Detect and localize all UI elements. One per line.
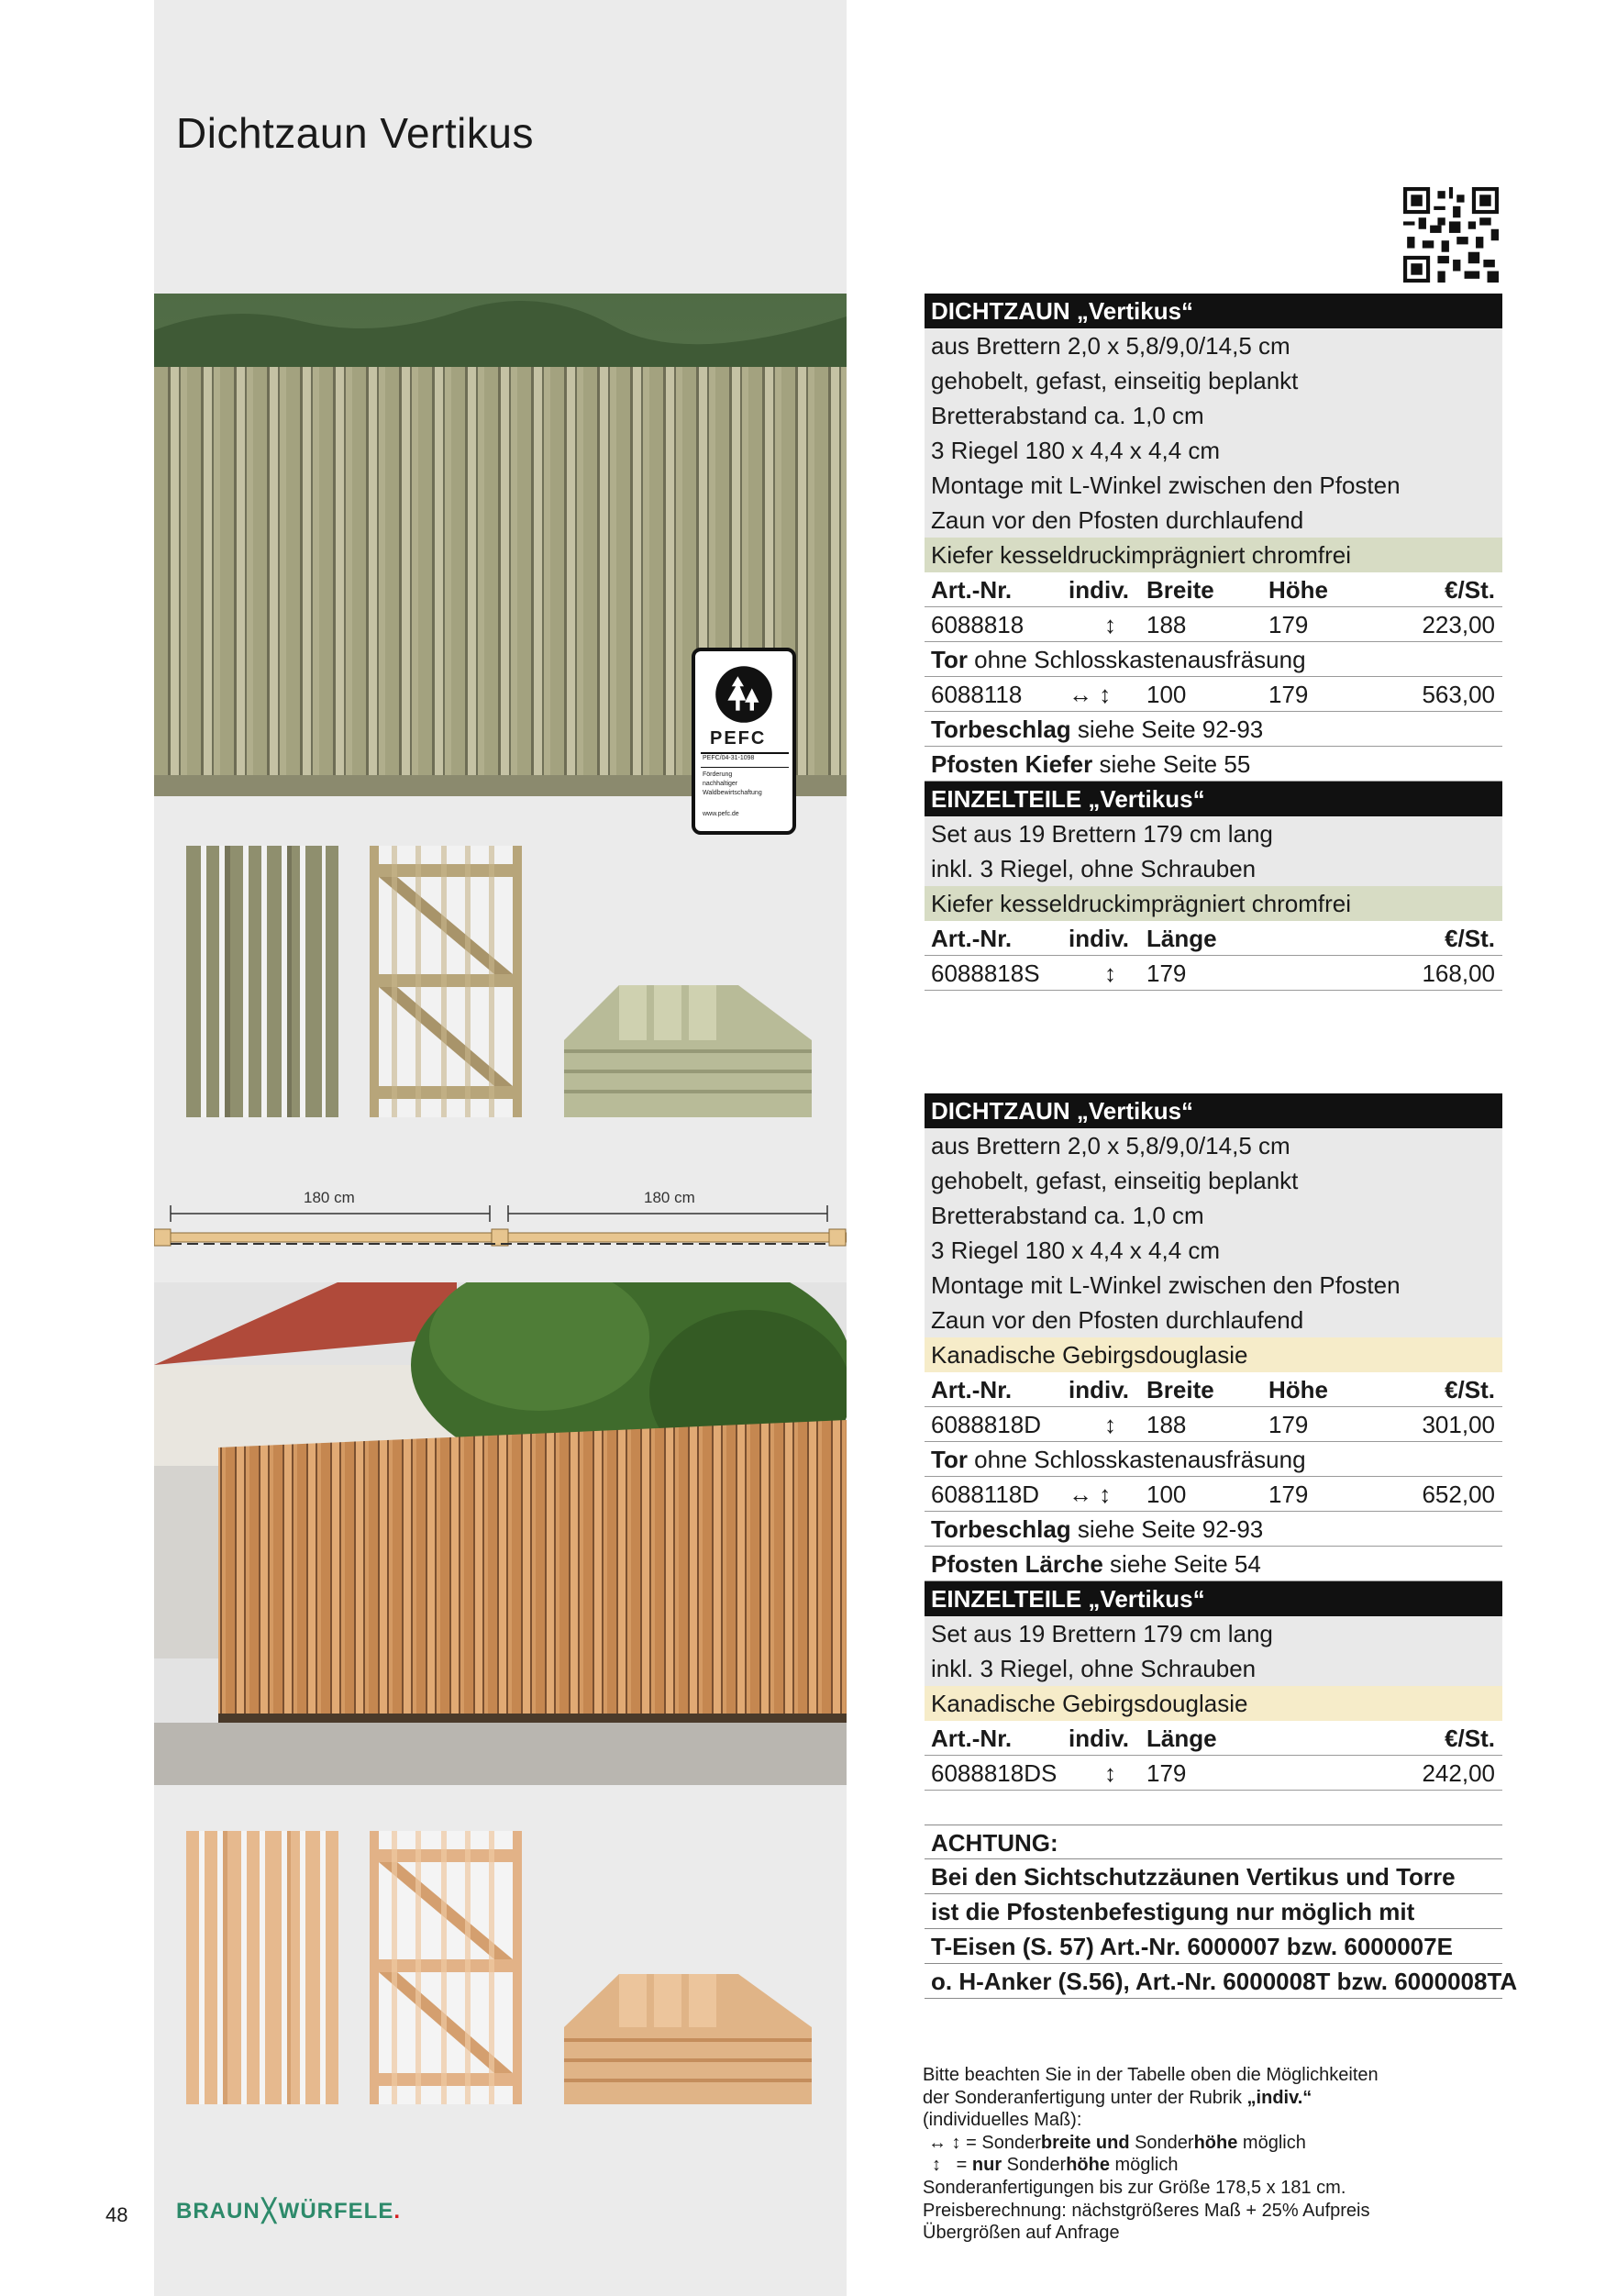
cell-indiv: ↕ xyxy=(1104,959,1116,987)
dim-left-label: 180 cm xyxy=(304,1189,355,1206)
table-row xyxy=(925,956,1502,991)
cell-breite: 188 xyxy=(1146,611,1187,638)
cell-hoehe: 179 xyxy=(1268,1411,1309,1438)
note-text: Sonder xyxy=(1129,2132,1194,2153)
page-number: 48 xyxy=(105,2203,128,2226)
douglas-fence-photo xyxy=(154,1282,847,1785)
cell-hoehe: 179 xyxy=(1268,611,1309,638)
brand-dot: . xyxy=(393,2199,401,2224)
post-label: Pfosten Kiefer xyxy=(931,750,1093,778)
cell-indiv: ↔ ↕ xyxy=(1069,1481,1112,1508)
douglas-boards-stack-photo xyxy=(555,1974,821,2104)
note-line: Übergrößen auf Anfrage xyxy=(923,2223,1120,2244)
col-price: €/St. xyxy=(1445,576,1495,604)
dimension-drawing xyxy=(154,1189,847,1253)
post-text: siehe Seite 55 xyxy=(1092,750,1251,778)
note-text: der Sonderanfertigung unter der Rubrik xyxy=(923,2087,1247,2108)
dim-right-label: 180 cm xyxy=(644,1189,695,1206)
column-headers xyxy=(925,1721,1502,1756)
col-breite: Breite xyxy=(1146,1376,1214,1403)
note-bold: höhe xyxy=(1193,2132,1238,2153)
pine-boards-stack-photo xyxy=(555,985,821,1117)
hardware-text: siehe Seite 92-93 xyxy=(1070,715,1264,743)
cell-indiv: ↕ xyxy=(1104,1759,1116,1787)
warning-line: ist die Pfostenbefestigung nur möglich mit xyxy=(925,1894,1502,1929)
hardware-line xyxy=(925,1512,1502,1547)
col-indiv: indiv. xyxy=(1069,925,1129,952)
note-text: = xyxy=(941,2155,972,2176)
note-line: Bitte beachten Sie in der Tabelle oben die Möglichkeiten xyxy=(923,2065,1379,2085)
material-band: Kanadische Gebirgsdouglasie xyxy=(925,1337,1502,1372)
table-row xyxy=(925,677,1502,712)
set-line: Set aus 19 Brettern 179 cm lang xyxy=(925,1616,1502,1651)
note-text: möglich xyxy=(1109,2155,1179,2176)
gate-line xyxy=(925,1442,1502,1477)
desc-line: gehobelt, gefast, einseitig beplankt xyxy=(925,1163,1502,1198)
cell-price: 563,00 xyxy=(1422,681,1495,708)
material-band: Kanadische Gebirgsdouglasie xyxy=(925,1686,1502,1721)
douglas-gate-front-photo xyxy=(186,1831,338,2104)
gate-text: ohne Schlosskastenausfräsung xyxy=(967,646,1306,673)
column-headers xyxy=(925,921,1502,956)
material-band: Kiefer kesseldruckimprägniert chromfrei xyxy=(925,538,1502,572)
warning-line: o. H-Anker (S.56), Art.-Nr. 6000008T bzw. 6000008TA xyxy=(925,1964,1502,1999)
desc-line: gehobelt, gefast, einseitig beplankt xyxy=(925,363,1502,398)
arrows-icon: ↔ ↕ xyxy=(928,2132,961,2153)
col-indiv: indiv. xyxy=(1069,1376,1129,1403)
note-bold: „indiv.“ xyxy=(1246,2087,1312,2108)
cell-art: 6088818D xyxy=(931,1411,1041,1438)
cell-indiv: ↔ ↕ xyxy=(1069,681,1112,708)
column-headers xyxy=(925,1372,1502,1407)
warning-line: T-Eisen (S. 57) Art.-Nr. 6000007 bzw. 6000007E xyxy=(925,1929,1502,1964)
col-indiv: indiv. xyxy=(1069,576,1129,604)
brand-part-b: WÜRFELE xyxy=(278,2199,394,2224)
desc-line: Bretterabstand ca. 1,0 cm xyxy=(925,398,1502,433)
qr-code-icon xyxy=(1403,187,1499,283)
table-row xyxy=(925,607,1502,642)
note-bold: breite und xyxy=(1040,2132,1130,2153)
warning-line: Bei den Sichtschutzzäunen Vertikus und Torre xyxy=(925,1859,1502,1894)
hardware-label: Torbeschlag xyxy=(931,1515,1071,1543)
note-text: möglich xyxy=(1237,2132,1306,2153)
set-line: Set aus 19 Brettern 179 cm lang xyxy=(925,816,1502,851)
note-line xyxy=(923,2087,1379,2110)
desc-line: Zaun vor den Pfosten durchlaufend xyxy=(925,503,1502,538)
pefc-tree-icon xyxy=(714,664,774,725)
note-line: Preisberechnung: nächstgrößeres Maß + 25% Aufpreis xyxy=(923,2200,1370,2221)
pine-gate-front-photo xyxy=(186,846,338,1117)
col-price: €/St. xyxy=(1445,1725,1495,1752)
col-breite: Breite xyxy=(1146,576,1214,604)
col-art: Art.-Nr. xyxy=(931,576,1013,604)
cell-breite: 100 xyxy=(1146,681,1187,708)
desc-line: aus Brettern 2,0 x 5,8/9,0/14,5 cm xyxy=(925,328,1502,363)
warning-box xyxy=(925,1825,1518,1999)
vertical-arrow-icon: ↕ xyxy=(932,2155,941,2176)
pefc-line2: nachhaltiger xyxy=(703,781,738,787)
page-title: Dichtzaun Vertikus xyxy=(176,109,534,157)
col-price: €/St. xyxy=(1445,925,1495,952)
pefc-url: www.pefc.de xyxy=(703,811,739,817)
desc-line: Bretterabstand ca. 1,0 cm xyxy=(925,1198,1502,1233)
col-art: Art.-Nr. xyxy=(931,1725,1013,1752)
col-price: €/St. xyxy=(1445,1376,1495,1403)
cell-hoehe: 179 xyxy=(1268,681,1309,708)
gate-text: ohne Schlosskastenausfräsung xyxy=(967,1446,1306,1473)
cell-price: 652,00 xyxy=(1422,1481,1495,1508)
pefc-badge xyxy=(692,648,796,835)
col-laenge: Länge xyxy=(1146,1725,1217,1752)
brand-x-icon: ╳ xyxy=(261,2199,277,2224)
cell-art: 6088118D xyxy=(931,1481,1040,1508)
material-band: Kiefer kesseldruckimprägniert chromfrei xyxy=(925,886,1502,921)
cell-breite: 100 xyxy=(1146,1481,1187,1508)
desc-line: 3 Riegel 180 x 4,4 x 4,4 cm xyxy=(925,433,1502,468)
parts-header: EINZELTEILE „Vertikus“ xyxy=(925,782,1502,816)
table-row xyxy=(925,1756,1502,1791)
table-row xyxy=(925,1477,1502,1512)
hardware-text: siehe Seite 92-93 xyxy=(1070,1515,1264,1543)
hardware-label: Torbeschlag xyxy=(931,715,1071,743)
note-line xyxy=(923,2154,1379,2177)
post-label: Pfosten Lärche xyxy=(931,1550,1103,1578)
note-line xyxy=(923,2132,1379,2155)
desc-line: 3 Riegel 180 x 4,4 x 4,4 cm xyxy=(925,1233,1502,1268)
product-table-pine xyxy=(925,294,1502,991)
note-bold: höhe xyxy=(1066,2155,1110,2176)
desc-line: Montage mit L-Winkel zwischen den Pfosten xyxy=(925,468,1502,503)
brand-part-a: BRAUN xyxy=(176,2199,260,2224)
set-line: inkl. 3 Riegel, ohne Schrauben xyxy=(925,851,1502,886)
pine-gate-back-photo xyxy=(370,846,522,1117)
cell-indiv: ↕ xyxy=(1104,1411,1116,1438)
pefc-name: PEFC xyxy=(710,728,767,749)
cell-indiv: ↕ xyxy=(1104,611,1116,638)
col-indiv: indiv. xyxy=(1069,1725,1129,1752)
brand-logo xyxy=(176,2198,401,2224)
post-text: siehe Seite 54 xyxy=(1102,1550,1261,1578)
section-header: DICHTZAUN „Vertikus“ xyxy=(925,1093,1502,1128)
post-line xyxy=(925,747,1502,782)
col-art: Art.-Nr. xyxy=(931,1376,1013,1403)
desc-line: Zaun vor den Pfosten durchlaufend xyxy=(925,1303,1502,1337)
hardware-line xyxy=(925,712,1502,747)
col-art: Art.-Nr. xyxy=(931,925,1013,952)
pefc-line3: Waldbewirtschaftung xyxy=(703,790,762,796)
cell-price: 301,00 xyxy=(1422,1411,1495,1438)
cell-price: 168,00 xyxy=(1422,959,1495,987)
col-hoehe: Höhe xyxy=(1268,1376,1328,1403)
cell-art: 6088818DS xyxy=(931,1759,1058,1787)
note-line: Sonderanfertigungen bis zur Größe 178,5 x 181 cm. xyxy=(923,2177,1346,2198)
post-line xyxy=(925,1547,1502,1581)
cell-laenge: 179 xyxy=(1146,1759,1187,1787)
note-text: Sonder xyxy=(1002,2155,1067,2176)
douglas-gate-back-photo xyxy=(370,1831,522,2104)
column-headers xyxy=(925,572,1502,607)
gate-line xyxy=(925,642,1502,677)
desc-line: aus Brettern 2,0 x 5,8/9,0/14,5 cm xyxy=(925,1128,1502,1163)
note-bold: nur xyxy=(971,2155,1002,2176)
cell-laenge: 179 xyxy=(1146,959,1187,987)
note-line: (individuelles Maß): xyxy=(923,2110,1082,2131)
pefc-line1: Förderung xyxy=(703,771,733,778)
note-text: = Sonder xyxy=(960,2132,1041,2153)
cell-art: 6088818S xyxy=(931,959,1040,987)
cell-hoehe: 179 xyxy=(1268,1481,1309,1508)
cell-art: 6088118 xyxy=(931,681,1023,708)
gate-label: Tor xyxy=(931,646,968,673)
product-table-douglas xyxy=(925,1093,1502,1791)
pefc-code: PEFC/04-31-1098 xyxy=(703,755,755,761)
footnote xyxy=(923,2064,1379,2245)
col-laenge: Länge xyxy=(1146,925,1217,952)
set-line: inkl. 3 Riegel, ohne Schrauben xyxy=(925,1651,1502,1686)
cell-price: 223,00 xyxy=(1422,611,1495,638)
table-row xyxy=(925,1407,1502,1442)
gate-label: Tor xyxy=(931,1446,968,1473)
warning-title: ACHTUNG: xyxy=(925,1825,1502,1859)
cell-price: 242,00 xyxy=(1422,1759,1495,1787)
parts-header: EINZELTEILE „Vertikus“ xyxy=(925,1581,1502,1616)
cell-breite: 188 xyxy=(1146,1411,1187,1438)
section-header: DICHTZAUN „Vertikus“ xyxy=(925,294,1502,328)
col-hoehe: Höhe xyxy=(1268,576,1328,604)
cell-art: 6088818 xyxy=(931,611,1024,638)
desc-line: Montage mit L-Winkel zwischen den Pfosten xyxy=(925,1268,1502,1303)
